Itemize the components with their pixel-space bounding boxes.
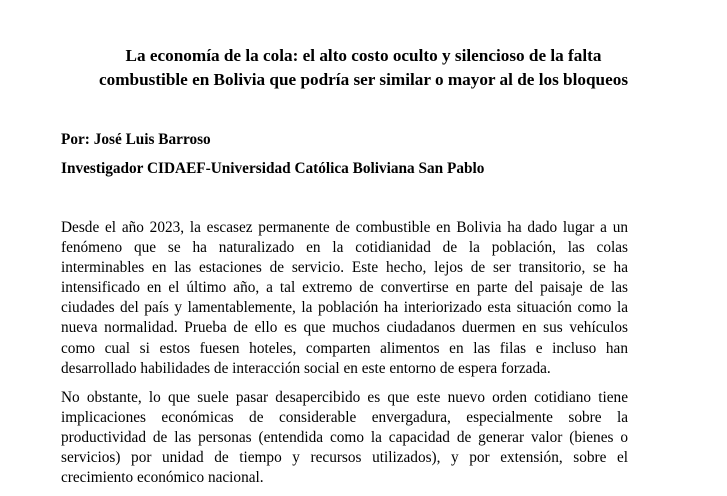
paragraph-line: Desde el año 2023, la escasez permanente de combustible en Bolivia ha dado lugar a un: [61, 219, 628, 236]
paragraph-line: intensificado en el último año, a tal extremo de convertirse en parte del paisaje de las: [61, 279, 628, 297]
paragraph-line: interminables en las estaciones de servicio. Este hecho, lejos de ser transitorio, se ha: [61, 259, 628, 277]
paragraph-line: No obstante, lo que suele pasar desapercibido es que este nuevo orden cotidiano tiene: [61, 389, 628, 406]
paragraph-line: como cual si estos fuesen hoteles, comparten alimentos en las filas e incluso han: [61, 339, 628, 357]
paragraph-line: fenómeno que se ha naturalizado en la cotidianidad de la población, las colas: [61, 239, 628, 257]
body-paragraph-2: [61, 388, 628, 488]
article-title-line: La economía de la cola: el alto costo oculto y silencioso de la falta: [125, 46, 602, 65]
article-title: [40, 44, 687, 92]
paragraph-line: crecimiento económico nacional.: [61, 469, 264, 487]
paragraph-line: servicios) por unidad de tiempo y recursos utilizados), y por extensión, sobre el: [61, 449, 628, 467]
paragraph-line: ciudades del país y lamentablemente, la población ha interiorizado esta situación como la: [61, 299, 628, 317]
paragraph-line: desarrollado habilidades de interacción social en este entorno de espera forzada.: [61, 359, 551, 377]
paragraph-line: nueva normalidad. Prueba de ello es que muchos ciudadanos duermen en sus vehículos: [61, 319, 628, 337]
author-byline: Por: José Luis Barroso: [61, 131, 211, 148]
paragraph-line: implicaciones económicas de considerable envergadura, especialmente sobre la: [61, 409, 628, 427]
paragraph-line: productividad de las personas (entendida como la capacidad de generar valor (bienes o: [61, 429, 628, 447]
article-title-line: combustible en Bolivia que podría ser similar o mayor al de los bloqueos: [98, 70, 629, 89]
body-paragraph-1: [61, 218, 628, 379]
author-affiliation: Investigador CIDAEF-Universidad Católica Boliviana San Pablo: [61, 160, 485, 177]
